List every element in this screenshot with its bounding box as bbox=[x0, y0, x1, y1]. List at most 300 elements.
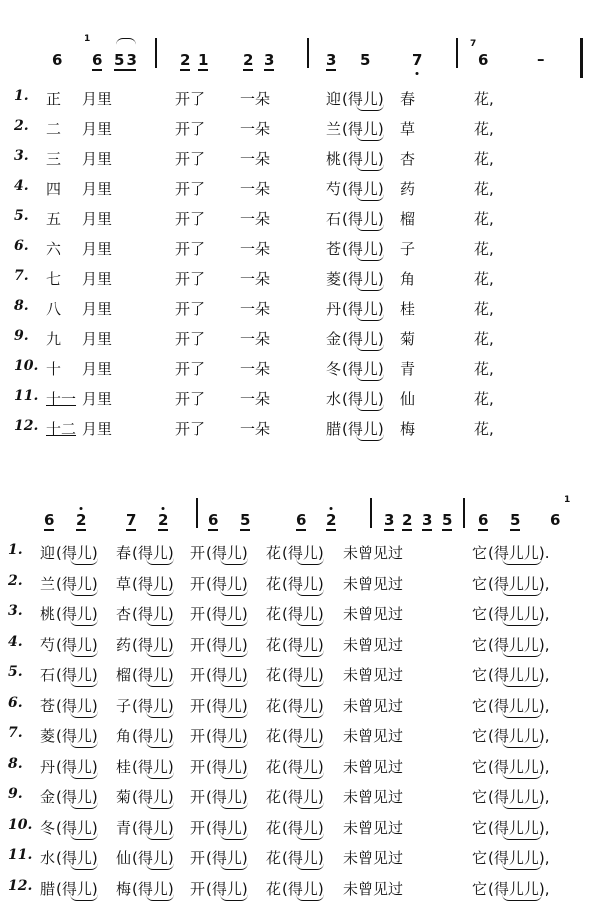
lyric-text: 冬 bbox=[40, 818, 56, 837]
lyric-text: 开了 bbox=[175, 120, 206, 138]
lyric-text: 一朵 bbox=[240, 150, 271, 168]
slur-mark bbox=[502, 680, 542, 687]
lyric-text: 它 bbox=[472, 818, 488, 837]
lyric-text: (得儿) bbox=[342, 330, 384, 348]
lyric-text: 花, bbox=[474, 360, 494, 378]
verse-number: 5. bbox=[8, 664, 23, 680]
note: 3 bbox=[264, 51, 275, 69]
lyric-text: 它 bbox=[472, 666, 488, 684]
lyric-text: 月里 bbox=[82, 90, 113, 108]
note: 6 bbox=[52, 51, 63, 69]
lyric-text: 开了 bbox=[175, 240, 206, 258]
lyric-text: 冬 bbox=[326, 360, 342, 378]
lyric-text: 丹 bbox=[326, 300, 342, 318]
lyric-text: 花, bbox=[474, 300, 494, 318]
month-label: 八 bbox=[46, 300, 62, 318]
lyric-text: (得儿) bbox=[282, 788, 324, 806]
lyric-text: 金 bbox=[326, 330, 342, 348]
slur-mark bbox=[356, 404, 384, 411]
lyric-text: 一朵 bbox=[240, 300, 271, 318]
lyric-text: 月里 bbox=[82, 240, 113, 258]
lyric-text: 苍 bbox=[326, 240, 342, 258]
note: 2 bbox=[76, 512, 86, 531]
lyric-text: 开了 bbox=[175, 180, 206, 198]
lyric-text: 它 bbox=[472, 849, 488, 867]
lyric-text: 未曾见过 bbox=[343, 635, 404, 654]
verse-number: 12. bbox=[8, 877, 33, 894]
note: 2 bbox=[326, 512, 336, 531]
lyric-text: (得儿) bbox=[56, 696, 98, 715]
lyric-text: (得儿) bbox=[282, 879, 324, 898]
lyric-text: 芍 bbox=[40, 635, 56, 654]
month-label: 十 bbox=[46, 360, 62, 378]
lyric-text: 开 bbox=[190, 666, 206, 684]
slur-mark bbox=[220, 833, 248, 840]
lyric-text: (得儿) bbox=[282, 849, 324, 867]
note: 2 bbox=[158, 512, 168, 531]
lyric-text: 月里 bbox=[82, 210, 113, 228]
lyric-text: 开 bbox=[190, 879, 206, 898]
lyric-text: (得儿) bbox=[282, 605, 324, 623]
lyric-text: (得儿) bbox=[56, 727, 98, 745]
month-label: 七 bbox=[46, 270, 62, 288]
lyric-text: 花, bbox=[474, 120, 494, 138]
month-label: 四 bbox=[46, 180, 62, 198]
lyric-text: (得儿儿). bbox=[488, 544, 550, 562]
lyric-text: (得儿) bbox=[132, 605, 174, 623]
note: 5 bbox=[442, 511, 453, 529]
lyric-text: (得儿) bbox=[206, 574, 248, 593]
note: 6 bbox=[44, 511, 55, 529]
lyric-text: 月里 bbox=[82, 330, 113, 348]
slur-mark bbox=[70, 894, 98, 901]
lyric-text: (得儿) bbox=[342, 120, 384, 138]
month-label: 十二 bbox=[46, 420, 77, 438]
lyric-text: 未曾见过 bbox=[343, 696, 404, 715]
slur-mark bbox=[356, 224, 384, 231]
lyric-text: 未曾见过 bbox=[343, 605, 404, 623]
lyric-text: (得儿儿), bbox=[488, 727, 550, 745]
lyric-text: 花 bbox=[266, 788, 282, 806]
lyric-text: 它 bbox=[472, 727, 488, 745]
lyric-text: (得儿) bbox=[56, 757, 98, 776]
lyric-text: (得儿) bbox=[56, 818, 98, 837]
lyric-text: 它 bbox=[472, 605, 488, 623]
slur-mark bbox=[220, 558, 248, 565]
month-label: 十一 bbox=[46, 390, 77, 408]
lyric-text: (得儿) bbox=[132, 544, 174, 562]
note: 7 bbox=[126, 511, 137, 529]
lyric-text: 花 bbox=[266, 879, 282, 898]
slur-mark bbox=[70, 741, 98, 748]
lyric-text: 菱 bbox=[40, 727, 56, 745]
lyric-text: 未曾见过 bbox=[343, 879, 404, 898]
lyric-text: 花, bbox=[474, 240, 494, 258]
lyric-text: 花 bbox=[266, 818, 282, 837]
lyric-text: (得儿) bbox=[342, 150, 384, 168]
lyric-text: (得儿) bbox=[56, 849, 98, 867]
lyric-text: (得儿) bbox=[206, 757, 248, 776]
lyric-text: 腊 bbox=[40, 879, 56, 898]
lyric-text: 月里 bbox=[82, 270, 113, 288]
lyric-text: 开 bbox=[190, 757, 206, 776]
lyric-text: 开 bbox=[190, 696, 206, 715]
verse-number: 4. bbox=[8, 633, 23, 650]
lyric-text: 花, bbox=[474, 210, 494, 228]
lyric-text: 开 bbox=[190, 727, 206, 745]
lyric-text: 未曾见过 bbox=[343, 574, 404, 593]
lyric-text: (得儿儿), bbox=[488, 666, 550, 684]
dash-mark: – bbox=[537, 50, 545, 68]
verse-number: 9. bbox=[14, 328, 29, 344]
lyric-text: 角 bbox=[116, 727, 132, 745]
slur-mark bbox=[70, 680, 98, 687]
lyric-text: (得儿) bbox=[342, 210, 384, 228]
lyric-text: 开 bbox=[190, 544, 206, 562]
lyric-text: (得儿) bbox=[132, 879, 174, 898]
lyric-text: 苍 bbox=[40, 696, 56, 715]
lyric-text: (得儿) bbox=[206, 849, 248, 867]
verse-number: 3. bbox=[14, 148, 29, 164]
verse-number: 10. bbox=[8, 816, 33, 833]
lyric-text: 仙 bbox=[116, 849, 132, 867]
lyric-text: 迎 bbox=[40, 544, 56, 562]
lyric-text: (得儿) bbox=[132, 574, 174, 593]
lyric-text: (得儿儿), bbox=[488, 818, 550, 837]
lyric-text: 丹 bbox=[40, 757, 56, 776]
month-label: 二 bbox=[46, 120, 62, 138]
slur-mark bbox=[146, 833, 174, 840]
lyric-text: 开了 bbox=[175, 390, 206, 408]
lyric-text: 开了 bbox=[175, 360, 206, 378]
lyric-text: 梅 bbox=[400, 420, 416, 438]
verse-number: 4. bbox=[14, 178, 29, 194]
lyric-text: 未曾见过 bbox=[343, 666, 404, 684]
lyric-text: 药 bbox=[116, 635, 132, 654]
slur-mark bbox=[146, 680, 174, 687]
month-label: 六 bbox=[46, 240, 62, 258]
verse-number: 9. bbox=[8, 786, 23, 802]
lyric-text: 一朵 bbox=[240, 420, 271, 438]
lyric-text: 金 bbox=[40, 788, 56, 806]
slur-mark bbox=[70, 558, 98, 565]
notation-line-1 bbox=[0, 34, 608, 72]
note: 2 bbox=[180, 51, 191, 69]
lyric-text: 未曾见过 bbox=[343, 849, 404, 867]
lyric-text: 开 bbox=[190, 849, 206, 867]
note: 5 bbox=[360, 51, 371, 69]
lyric-text: (得儿) bbox=[132, 757, 174, 776]
lyric-text: (得儿儿), bbox=[488, 879, 550, 898]
lyric-text: (得儿) bbox=[282, 757, 324, 776]
grace-note: 7 bbox=[470, 39, 477, 49]
lyric-text: 开 bbox=[190, 574, 206, 593]
slur-mark bbox=[296, 650, 324, 657]
note: 5 bbox=[240, 511, 251, 529]
note-group: 53 bbox=[114, 51, 139, 69]
verse-number: 2. bbox=[8, 572, 23, 589]
lyric-text: (得儿) bbox=[282, 696, 324, 715]
month-label: 正 bbox=[46, 90, 62, 108]
slur-mark bbox=[356, 194, 384, 201]
lyric-text: 花 bbox=[266, 605, 282, 623]
bar-line bbox=[307, 38, 309, 68]
slur-mark bbox=[296, 680, 324, 687]
lyric-text: 花, bbox=[474, 90, 494, 108]
slur-mark bbox=[146, 650, 174, 657]
slur-mark bbox=[356, 314, 384, 321]
lyric-text: 花 bbox=[266, 849, 282, 867]
slur-mark bbox=[70, 619, 98, 626]
verse-number: 8. bbox=[8, 755, 23, 772]
lyric-text: 子 bbox=[400, 240, 416, 258]
verse-number: 11. bbox=[8, 847, 33, 863]
lyric-text: (得儿) bbox=[342, 90, 384, 108]
lyric-text: 花, bbox=[474, 330, 494, 348]
slur-mark bbox=[70, 802, 98, 809]
lyric-text: 花 bbox=[266, 696, 282, 715]
lyric-text: (得儿) bbox=[206, 544, 248, 562]
lyric-text: 石 bbox=[326, 210, 342, 228]
verse-number: 11. bbox=[14, 388, 39, 404]
slur-mark bbox=[220, 741, 248, 748]
slur-mark bbox=[296, 863, 324, 870]
verse-number: 3. bbox=[8, 603, 23, 619]
lyric-text: (得儿) bbox=[132, 696, 174, 715]
lyric-text: (得儿儿), bbox=[488, 605, 550, 623]
verse-number: 10. bbox=[14, 358, 39, 374]
lyric-text: 花, bbox=[474, 150, 494, 168]
lyric-text: 仙 bbox=[400, 390, 416, 408]
lyric-text: 一朵 bbox=[240, 90, 271, 108]
note: 6 bbox=[208, 511, 219, 529]
lyric-text: 桃 bbox=[40, 605, 56, 623]
slur-mark bbox=[356, 284, 384, 291]
lyric-text: (得儿) bbox=[342, 240, 384, 258]
lyric-text: 草 bbox=[400, 120, 416, 138]
slur-mark bbox=[296, 558, 324, 565]
lyric-text: 开 bbox=[190, 635, 206, 654]
lyric-text: 未曾见过 bbox=[343, 788, 404, 806]
lyric-text: 一朵 bbox=[240, 120, 271, 138]
lyric-text: (得儿) bbox=[206, 818, 248, 837]
slur-mark bbox=[296, 589, 324, 596]
slur-mark bbox=[296, 711, 324, 718]
lyric-text: (得儿) bbox=[132, 635, 174, 654]
verse-number: 7. bbox=[8, 725, 23, 741]
slur-mark bbox=[296, 619, 324, 626]
slur-mark bbox=[502, 619, 542, 626]
lyric-text: 一朵 bbox=[240, 390, 271, 408]
lyric-text: 开了 bbox=[175, 300, 206, 318]
note: 3 bbox=[422, 511, 433, 529]
slur-mark bbox=[502, 802, 542, 809]
month-label: 三 bbox=[46, 150, 62, 168]
grace-note: 1 bbox=[564, 495, 571, 505]
lyric-text: (得儿) bbox=[342, 390, 384, 408]
lyric-text: 一朵 bbox=[240, 180, 271, 198]
lyric-text: 腊 bbox=[326, 420, 342, 438]
lyric-text: (得儿) bbox=[206, 696, 248, 715]
slur-mark bbox=[70, 650, 98, 657]
slur-mark bbox=[502, 741, 542, 748]
slur-mark bbox=[220, 863, 248, 870]
lyric-text: 它 bbox=[472, 544, 488, 562]
lyric-text: 花 bbox=[266, 574, 282, 593]
lyric-text: 桂 bbox=[400, 300, 416, 318]
lyric-text: 菱 bbox=[326, 270, 342, 288]
lyric-text: (得儿) bbox=[342, 420, 384, 438]
lyric-text: (得儿) bbox=[206, 788, 248, 806]
slur-mark bbox=[502, 833, 542, 840]
lyric-text: 青 bbox=[116, 818, 132, 837]
lyric-text: (得儿) bbox=[56, 605, 98, 623]
lyric-text: 一朵 bbox=[240, 240, 271, 258]
lyric-text: (得儿) bbox=[56, 574, 98, 593]
slur-mark bbox=[356, 344, 384, 351]
lyric-text: 春 bbox=[116, 544, 132, 562]
lyric-text: 菊 bbox=[400, 330, 416, 348]
lyric-text: 迎 bbox=[326, 90, 342, 108]
slur-mark bbox=[220, 619, 248, 626]
lyric-text: 它 bbox=[472, 757, 488, 776]
lyric-text: 开 bbox=[190, 818, 206, 837]
lyric-text: 花 bbox=[266, 666, 282, 684]
slur-mark bbox=[70, 863, 98, 870]
slur-mark bbox=[146, 772, 174, 779]
lyric-text: (得儿) bbox=[342, 300, 384, 318]
note: 6 bbox=[478, 511, 489, 529]
lyric-text: 榴 bbox=[116, 666, 132, 684]
lyric-text: (得儿儿), bbox=[488, 757, 550, 776]
lyric-text: 月里 bbox=[82, 390, 113, 408]
slur-mark bbox=[356, 434, 384, 441]
lyric-text: 花, bbox=[474, 390, 494, 408]
lyric-text: 花, bbox=[474, 270, 494, 288]
lyric-text: 它 bbox=[472, 574, 488, 593]
lyric-text: 春 bbox=[400, 90, 416, 108]
slur-mark bbox=[70, 772, 98, 779]
slur-mark bbox=[502, 894, 542, 901]
lyric-text: 花 bbox=[266, 544, 282, 562]
verse-number: 5. bbox=[14, 208, 29, 224]
lyric-text: 花 bbox=[266, 757, 282, 776]
slur-mark bbox=[502, 650, 542, 657]
lyric-text: (得儿儿), bbox=[488, 696, 550, 715]
lyric-text: 一朵 bbox=[240, 360, 271, 378]
lyric-text: (得儿) bbox=[56, 635, 98, 654]
slur-mark bbox=[146, 741, 174, 748]
slur-mark bbox=[146, 894, 174, 901]
lyric-text: (得儿儿), bbox=[488, 574, 550, 593]
slur-mark bbox=[146, 619, 174, 626]
lyric-text: 水 bbox=[40, 849, 56, 867]
lyric-text: 青 bbox=[400, 360, 416, 378]
lyric-text: (得儿) bbox=[206, 666, 248, 684]
slur-mark bbox=[116, 38, 136, 45]
slur-mark bbox=[502, 711, 542, 718]
lyric-text: (得儿) bbox=[56, 879, 98, 898]
lyric-text: (得儿) bbox=[282, 635, 324, 654]
note: 2 bbox=[402, 511, 413, 529]
lyric-text: 月里 bbox=[82, 300, 113, 318]
lyric-text: 水 bbox=[326, 390, 342, 408]
slur-mark bbox=[70, 711, 98, 718]
lyric-text: 菊 bbox=[116, 788, 132, 806]
verse-number: 6. bbox=[8, 694, 23, 711]
lyric-text: 榴 bbox=[400, 210, 416, 228]
lyric-text: (得儿) bbox=[132, 727, 174, 745]
lyric-text: 未曾见过 bbox=[343, 818, 404, 837]
lyric-text: 石 bbox=[40, 666, 56, 684]
verse-number: 7. bbox=[14, 268, 29, 284]
lyric-text: 未曾见过 bbox=[343, 757, 404, 776]
lyric-text: (得儿儿), bbox=[488, 849, 550, 867]
slur-mark bbox=[220, 589, 248, 596]
slur-mark bbox=[146, 558, 174, 565]
lyric-text: (得儿) bbox=[132, 666, 174, 684]
lyric-text: 杏 bbox=[116, 605, 132, 623]
lyric-text: 它 bbox=[472, 696, 488, 715]
lyric-text: 杏 bbox=[400, 150, 416, 168]
slur-mark bbox=[70, 589, 98, 596]
lyric-text: 月里 bbox=[82, 360, 113, 378]
lyric-text: 月里 bbox=[82, 150, 113, 168]
slur-mark bbox=[502, 863, 542, 870]
lyric-text: (得儿) bbox=[206, 879, 248, 898]
bar-line bbox=[456, 38, 458, 68]
slur-mark bbox=[220, 711, 248, 718]
lyric-text: 它 bbox=[472, 635, 488, 654]
lyric-text: (得儿) bbox=[282, 818, 324, 837]
slur-mark bbox=[356, 104, 384, 111]
lyric-text: 开 bbox=[190, 605, 206, 623]
lyric-text: (得儿) bbox=[342, 270, 384, 288]
note: 5 bbox=[510, 511, 521, 529]
slur-mark bbox=[296, 802, 324, 809]
lyric-text: 开了 bbox=[175, 150, 206, 168]
note: 3 bbox=[326, 51, 337, 69]
verse-number: 2. bbox=[14, 118, 29, 134]
slur-mark bbox=[220, 680, 248, 687]
slur-mark bbox=[356, 374, 384, 381]
lyric-text: 花, bbox=[474, 180, 494, 198]
bar-line bbox=[196, 498, 198, 528]
slur-mark bbox=[220, 772, 248, 779]
lyric-text: 兰 bbox=[326, 120, 342, 138]
lyric-text: 开了 bbox=[175, 270, 206, 288]
lyric-text: 它 bbox=[472, 788, 488, 806]
lyric-text: (得儿) bbox=[206, 605, 248, 623]
note: 6 bbox=[550, 511, 561, 529]
lyric-text: 开了 bbox=[175, 210, 206, 228]
lyric-text: (得儿儿), bbox=[488, 788, 550, 806]
verse-number: 6. bbox=[14, 238, 29, 254]
slur-mark bbox=[220, 894, 248, 901]
note: 7 bbox=[412, 52, 422, 68]
lyric-text: 花, bbox=[474, 420, 494, 438]
month-label: 九 bbox=[46, 330, 62, 348]
lyric-text: 它 bbox=[472, 879, 488, 898]
notation-line-2 bbox=[0, 495, 608, 532]
lyric-text: (得儿) bbox=[282, 666, 324, 684]
lyric-text: 梅 bbox=[116, 879, 132, 898]
lyric-text: (得儿) bbox=[132, 788, 174, 806]
lyric-text: 月里 bbox=[82, 420, 113, 438]
slur-mark bbox=[220, 802, 248, 809]
lyric-text: 药 bbox=[400, 180, 416, 198]
bar-line bbox=[463, 498, 465, 528]
